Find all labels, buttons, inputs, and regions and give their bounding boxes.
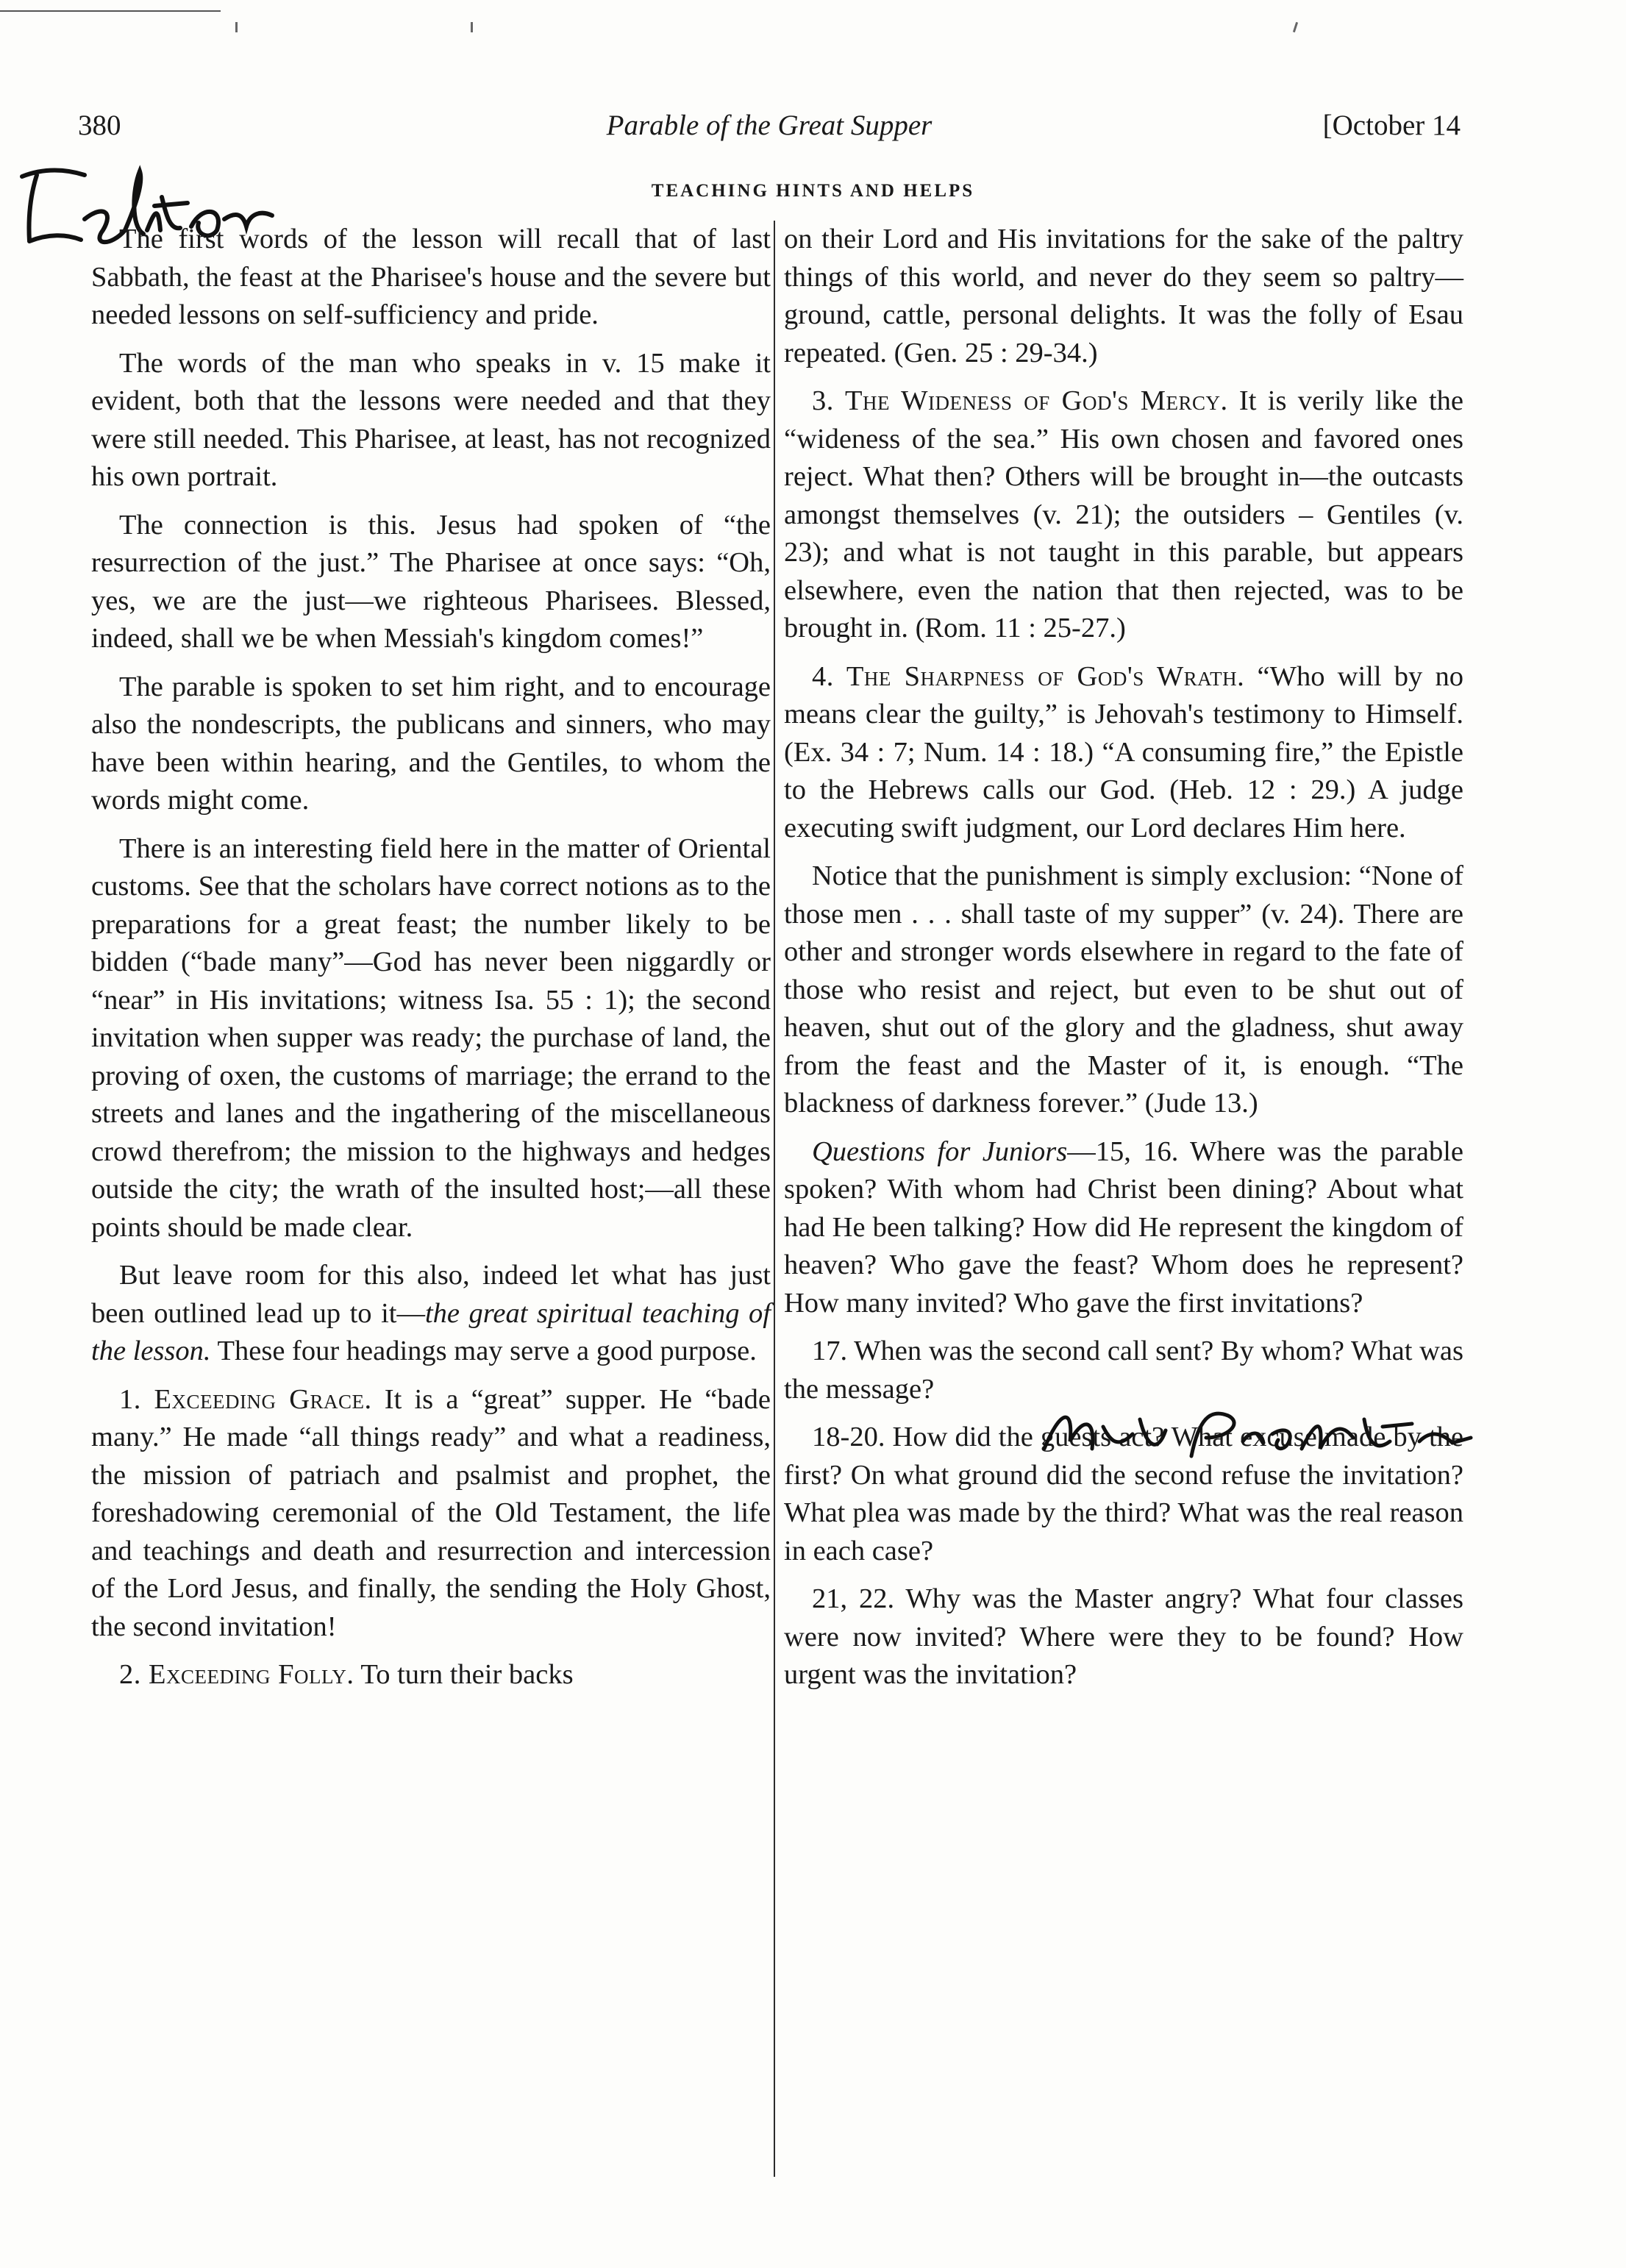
paragraph-text: It is a “great” supper. He “bade many.” He made “all things ready” and what a readiness, the mission of patriach and psalmist and prophet, the foreshadowing ceremonial of the Old Testament, the life and teachings and death and resurrection and intercession of the Lord Jesus, and finally, the sending the Holy Ghost, the second invitation!	[91, 1383, 771, 1642]
paragraph: Notice that the punishment is simply exclusion: “None of those men . . . shall taste of my supper” (v. 24). There are other and stronger words elsewhere in regard to the fate of those who resist and reject, but even to be shut out of heaven, shut out of the glory and the gladness, shut away from the feast and the Master of it, is enough. “The blackness of darkness forever.” (Jude 13.)	[784, 860, 1463, 1119]
paragraph-text: But leave room for this also, indeed let what has just been outlined lead up to it—	[91, 1260, 771, 1329]
paragraph	[784, 382, 1463, 648]
paragraph: The words of the man who speaks in v. 15 make it evident, both that the lessons were needed and that they were still needed. This Pharisee, at least, has not recognized his own portrait.	[91, 347, 771, 492]
paragraph	[91, 1656, 771, 1694]
heading-label: 3. The Wideness of God's Mercy.	[812, 385, 1228, 416]
paragraph-text: It is verily like the “wideness of the sea.” His own chosen and favored ones reject. What then? Others will be brought in—the outcasts amongst themselves (v. 21); the outsiders – Gentiles (v. 23); and what is not taught in this parable, but appears elsewhere, even the nation that then rejected, was to be brought in. (Rom. 11 : 25-27.)	[784, 385, 1463, 643]
paragraph-text: —15, 16. Where was the parable spoken? With whom had Christ been dining? About what had He been talking? How did He represent the kingdom of heaven? Who gave the feast? Whom does he represent? How many invited? Who gave the first invitations?	[784, 1135, 1463, 1319]
issue-date: [October 14	[1322, 110, 1461, 141]
page-number: 380	[78, 110, 121, 141]
running-title: Parable of the Great Supper	[606, 110, 933, 141]
italic-label: Questions for Juniors	[812, 1135, 1068, 1167]
top-edge-rule	[0, 10, 221, 12]
paragraph-text: These four headings may serve a good purpose.	[210, 1336, 757, 1366]
editor-handwriting-text: Editor	[15, 160, 18, 161]
paragraph: 17. When was the second call sent? By whom? What was the message?	[784, 1336, 1463, 1405]
top-edge-mark	[471, 22, 473, 32]
paragraph	[784, 1133, 1463, 1323]
top-edge-mark	[1293, 22, 1298, 32]
paragraph	[91, 1257, 771, 1371]
paragraph: The parable is spoken to set him right, and to encourage also the nondescripts, the publicans and sinners, who may have been within hearing, and the Gentiles, to whom the words might come.	[91, 671, 771, 816]
heading-label: 1. Exceeding Grace.	[119, 1383, 372, 1415]
paragraph: The first words of the lesson will recall that of last Sabbath, the feast at the Pharisee's house and the severe but needed lessons on self-sufficiency and pride.	[91, 224, 771, 330]
left-column	[91, 221, 771, 1705]
italic-phrase: the great spiritual teaching of the lesson.	[91, 1297, 771, 1366]
paragraph: There is an interesting field here in the matter of Oriental customs. See that the scholars have correct notions as to the preparations for a great feast; the number likely to be bidden (“bade many”—God has never been niggardly or “near” in His invitations; witness Isa. 55 : 1); the second invitation when supper was ready; the purchase of land, the proving of oxen, the customs of marriage; the errand to the streets and lanes and the ingathering of the miscellaneous crowd therefrom; the mission to the highways and hedges outside the city; the wrath of the insulted host;—all these points should be made clear.	[91, 832, 771, 1243]
section-heading: TEACHING HINTS AND HELPS	[651, 181, 975, 201]
heading-label: 2. Exceeding Folly.	[119, 1659, 354, 1690]
paragraph	[784, 658, 1463, 848]
paragraph-text: “Who will by no means clear the guilty,” is Jehovah's testimony to Himself. (Ex. 34 : 7; Num. 14 : 18.) “A consuming fire,” the Epistle to the Hebrews calls our God. (Heb. 12 : 29.) A judge executing swift judgment, our Lord declares Him here.	[784, 660, 1463, 844]
paragraph	[91, 1381, 771, 1647]
paragraph: 18-20. How did the guests act? What excuse made by the first? On what ground did the second refuse the invitation? What plea was made by the third? What was the real reason in each case?	[784, 1422, 1463, 1566]
right-column	[784, 221, 1463, 1705]
paragraph-text: To turn their backs	[354, 1659, 574, 1690]
paragraph: 21, 22. Why was the Master angry? What four classes were now invited? Where were they to be found? How urgent was the invitation?	[784, 1583, 1463, 1690]
paragraph: on their Lord and His invitations for the sake of the paltry things of this world, and never do they seem so paltry—ground, cattle, personal delights. It was the folly of Esau repeated. (Gen. 25 : 29-34.)	[784, 224, 1463, 368]
column-divider	[774, 221, 775, 2177]
signature-handwriting-text: Mrs. Prost...	[1030, 1397, 1035, 1398]
top-edge-mark	[235, 22, 238, 32]
heading-label: 4. The Sharpness of God's Wrath.	[812, 660, 1245, 692]
paragraph: The connection is this. Jesus had spoken of “the resurrection of the just.” The Pharisee at once says: “Oh, yes, we are the just—we righteous Pharisees. Blessed, indeed, shall we be when Messiah's kingdom comes!”	[91, 509, 771, 654]
running-header	[78, 109, 1461, 153]
